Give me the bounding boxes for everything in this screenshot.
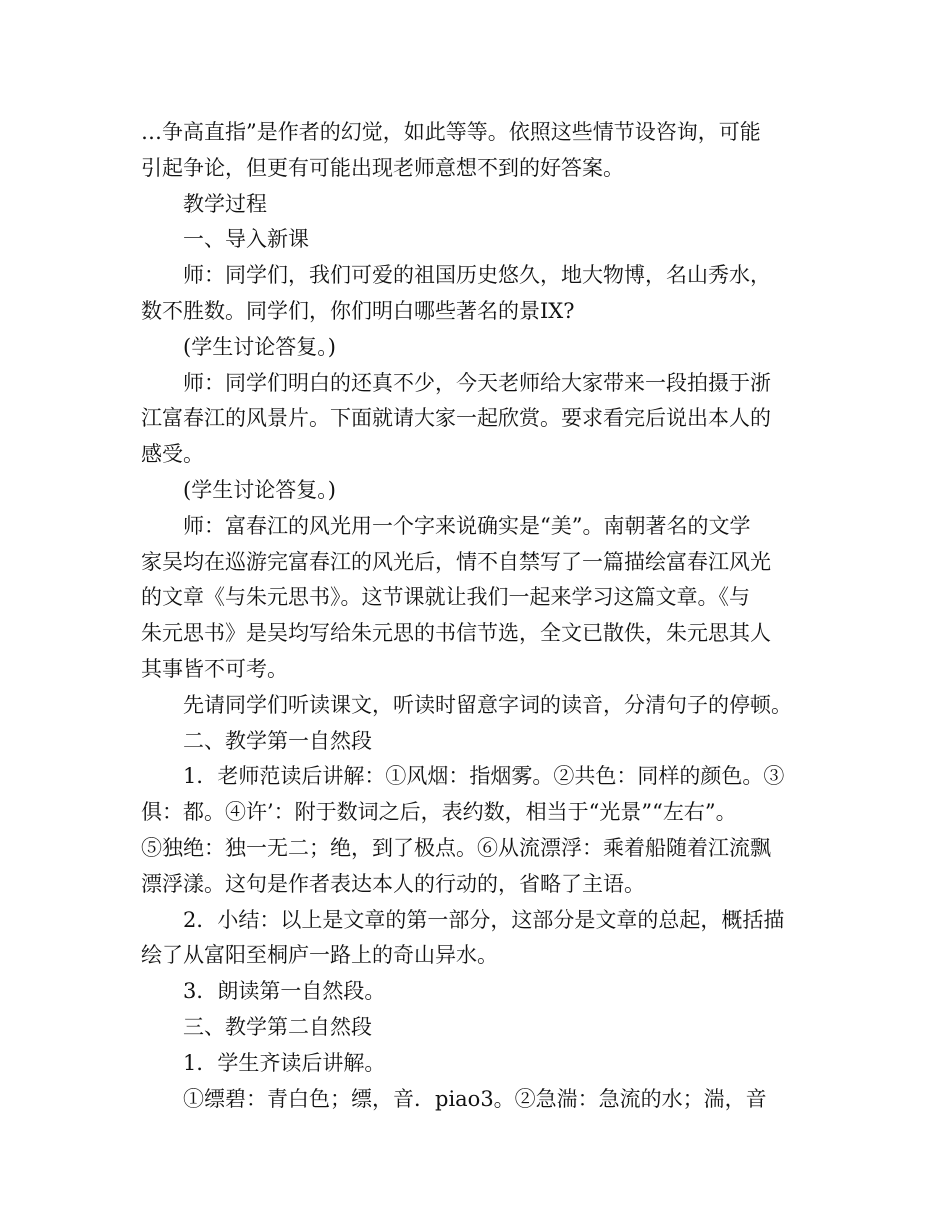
text-line: 绘了从富阳至桐庐一路上的奇山异水。 [141,943,498,968]
text-line: 2．小结：以上是文章的第一部分，这部分是文章的总起，概括描 [183,907,785,932]
text-line: 感受。 [141,442,204,467]
text-line: 其事皆不可考。 [141,656,288,681]
text-line: 师：同学们，我们可爱的祖国历史悠久，地大物博，名山秀水， [183,263,771,288]
text-line: (学生讨论答复。) [183,477,336,502]
text-line: 1．学生齐读后讲解。 [183,1050,386,1075]
text-line: 家吴均在巡游完富春江的风光后，情不自禁写了一篇描绘富春江风光 [141,549,771,574]
text-line: ①缥碧：青白色；缥，音．piao3。②急湍：急流的水；湍，音 [183,1086,767,1111]
text-line: 江富春江的风景片。下面就请大家一起欣赏。要求看完后说出本人的 [141,406,771,431]
section-heading: 一、导入新课 [183,227,309,252]
section-heading: 二、教学第一自然段 [183,728,372,753]
section-heading: 三、教学第二自然段 [183,1014,372,1039]
text-line: 3．朗读第一自然段。 [183,979,386,1004]
text-line: 引起争论，但更有可能出现老师意想不到的好答案。 [141,155,624,180]
text-line: 1．老师范读后讲解：①风烟：指烟雾。②共色：同样的颜色。③ [183,764,785,789]
document-body [141,115,811,1117]
text-line: 漂浮漾。这句是作者表达本人的行动的，省略了主语。 [141,871,645,896]
text-line: 师：富春江的风光用一个字来说确实是“美”。南朝著名的文学 [183,513,751,538]
text-line: 俱：都。④许’：附于数词之后，表约数，相当于“光景”“左右”。 [141,800,737,825]
text-line: 先请同学们听读课文，听读时留意字词的读音，分清句子的停顿。 [183,692,792,717]
text-line: ⑤独绝：独一无二；绝，到了极点。⑥从流漂浮：乘着船随着江流飘 [141,835,771,860]
section-heading: 教学过程 [183,191,267,216]
text-line: 的文章《与朱元思书》。这节课就让我们一起来学习这篇文章。《与 [141,585,750,610]
text-line: 师：同学们明白的还真不少，今天老师给大家带来一段拍摄于浙 [183,370,771,395]
text-line: 朱元思书》是吴均写给朱元思的书信节选，全文已散佚，朱元思其人 [141,621,771,646]
text-line: …争高直指”是作者的幻觉，如此等等。依照这些情节设咨询，可能 [141,120,761,144]
text-line: 数不胜数。同学们，你们明白哪些著名的景IX? [141,298,575,323]
text-line: (学生讨论答复。) [183,334,336,359]
